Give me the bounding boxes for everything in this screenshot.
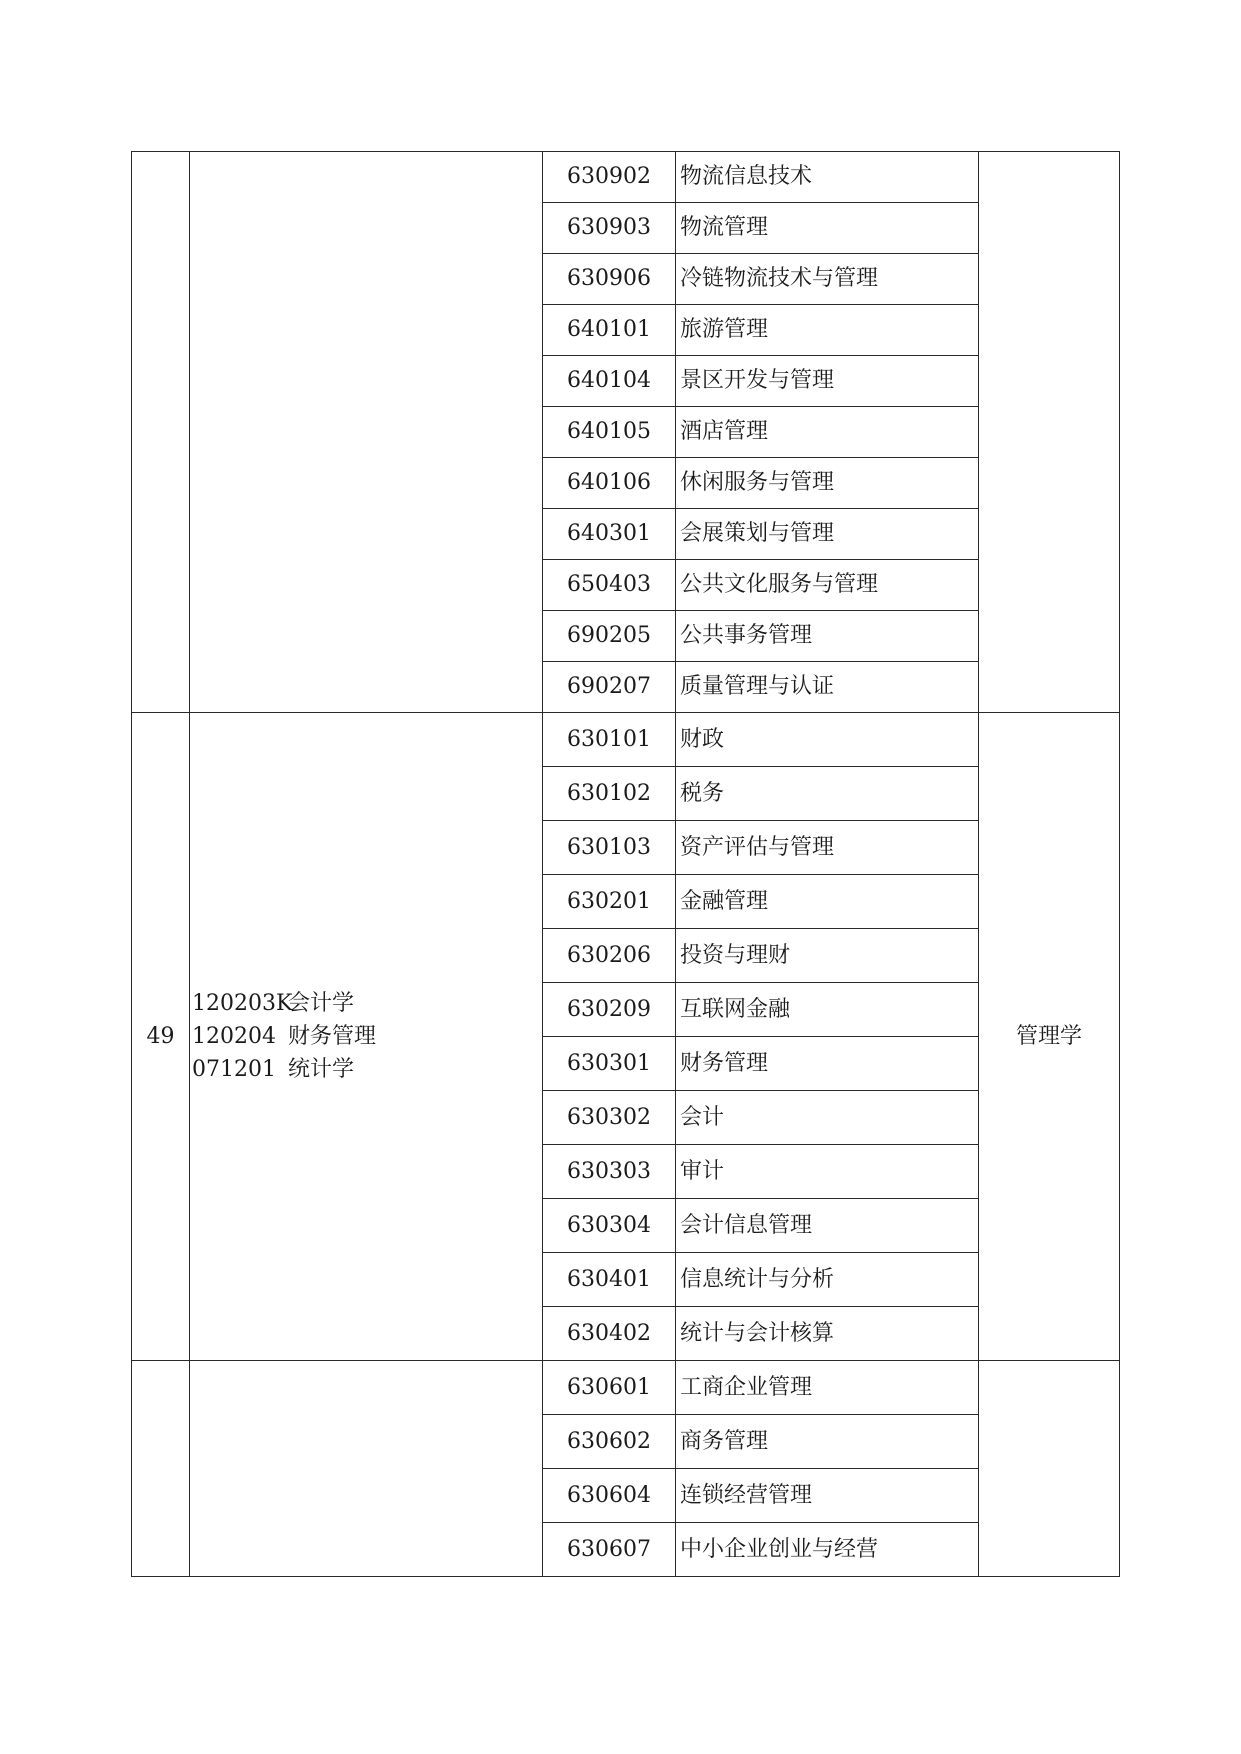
vocational-major-name: 金融管理 [676,875,979,929]
vocational-major-code: 630101 [543,713,676,767]
vocational-major-name: 会计信息管理 [676,1199,979,1253]
discipline-category-cell [979,1361,1120,1577]
undergraduate-major-code: 071201 [192,1056,276,1082]
vocational-major-name: 财务管理 [676,1037,979,1091]
vocational-major-name: 连锁经营管理 [676,1469,979,1523]
vocational-major-code: 630604 [543,1469,676,1523]
undergraduate-major-name: 财务管理 [288,1023,377,1049]
vocational-major-code: 630301 [543,1037,676,1091]
vocational-major-code: 640104 [543,356,676,407]
vocational-major-code: 690205 [543,611,676,662]
vocational-major-code: 630304 [543,1199,676,1253]
vocational-major-code: 630607 [543,1523,676,1577]
vocational-major-code: 630601 [543,1361,676,1415]
vocational-major-code: 640105 [543,407,676,458]
undergraduate-major-item [192,987,542,1020]
table-body [132,152,1120,1577]
sequence-number-cell [132,152,190,713]
vocational-major-name: 物流管理 [676,203,979,254]
vocational-major-name: 公共文化服务与管理 [676,560,979,611]
vocational-major-name: 旅游管理 [676,305,979,356]
undergraduate-major-item [192,1053,542,1086]
table-row [132,1361,1120,1415]
vocational-major-name: 互联网金融 [676,983,979,1037]
undergraduate-major-name: 统计学 [288,1056,355,1082]
undergraduate-majors-cell [190,1361,543,1577]
vocational-major-code: 640106 [543,458,676,509]
vocational-major-name: 景区开发与管理 [676,356,979,407]
vocational-major-code: 630402 [543,1307,676,1361]
undergraduate-major-item [192,1020,542,1053]
vocational-major-code: 630602 [543,1415,676,1469]
vocational-major-code: 630103 [543,821,676,875]
undergraduate-major-name: 会计学 [288,990,355,1016]
vocational-major-name: 商务管理 [676,1415,979,1469]
vocational-major-name: 资产评估与管理 [676,821,979,875]
vocational-major-code: 630303 [543,1145,676,1199]
vocational-major-name: 统计与会计核算 [676,1307,979,1361]
undergraduate-majors-cell [190,713,543,1361]
vocational-major-name: 会展策划与管理 [676,509,979,560]
discipline-category-cell [979,152,1120,713]
table-row [132,713,1120,767]
vocational-major-name: 物流信息技术 [676,152,979,203]
vocational-major-code: 630102 [543,767,676,821]
vocational-major-code: 650403 [543,560,676,611]
vocational-major-name: 冷链物流技术与管理 [676,254,979,305]
vocational-major-name: 财政 [676,713,979,767]
vocational-major-code: 690207 [543,662,676,713]
discipline-category-cell: 管理学 [979,713,1120,1361]
vocational-major-code: 630401 [543,1253,676,1307]
vocational-major-name: 信息统计与分析 [676,1253,979,1307]
undergraduate-majors-cell [190,152,543,713]
vocational-major-name: 工商企业管理 [676,1361,979,1415]
vocational-major-code: 630302 [543,1091,676,1145]
vocational-major-name: 税务 [676,767,979,821]
vocational-major-name: 质量管理与认证 [676,662,979,713]
vocational-major-name: 会计 [676,1091,979,1145]
undergraduate-major-code: 120203K [192,990,293,1016]
table-row [132,152,1120,203]
vocational-major-code: 630209 [543,983,676,1037]
vocational-major-code: 630906 [543,254,676,305]
vocational-major-code: 640101 [543,305,676,356]
vocational-major-code: 630903 [543,203,676,254]
vocational-major-name: 公共事务管理 [676,611,979,662]
vocational-major-code: 630902 [543,152,676,203]
vocational-major-code: 630201 [543,875,676,929]
vocational-major-code: 630206 [543,929,676,983]
sequence-number-cell: 49 [132,713,190,1361]
vocational-major-name: 审计 [676,1145,979,1199]
undergraduate-major-code: 120204 [192,1023,276,1049]
vocational-major-name: 投资与理财 [676,929,979,983]
vocational-major-name: 中小企业创业与经营 [676,1523,979,1577]
vocational-major-code: 640301 [543,509,676,560]
vocational-major-name: 休闲服务与管理 [676,458,979,509]
major-mapping-table [131,151,1120,1577]
sequence-number-cell [132,1361,190,1577]
vocational-major-name: 酒店管理 [676,407,979,458]
